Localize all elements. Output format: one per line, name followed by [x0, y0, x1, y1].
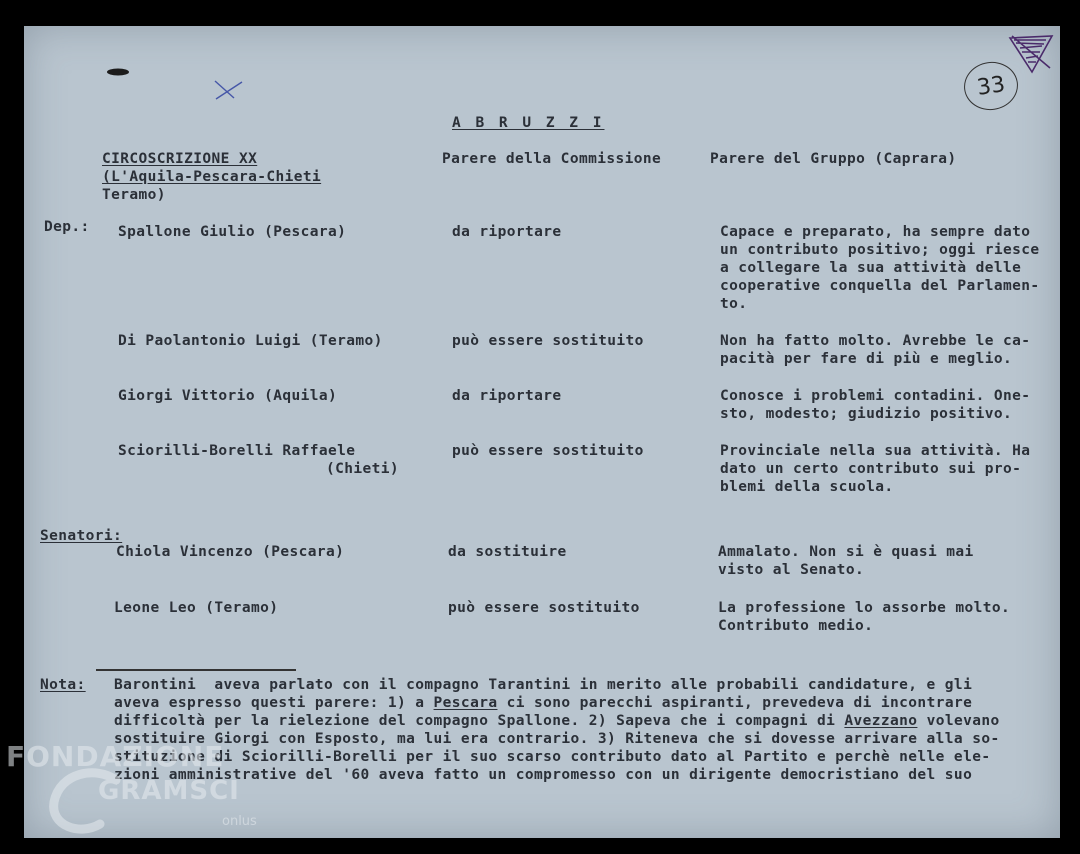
group-opinion-line: Contributo medio.	[718, 618, 874, 634]
deputies-label: Dep.:	[44, 219, 90, 235]
note-line: sostituire Giorgi con Esposto, ma lui era contrario. 3) Riteneva che si dovesse arrivare alla so-	[114, 731, 1000, 747]
candidate-name: Sciorilli-Borelli Raffaele	[118, 443, 356, 459]
group-opinion-line: Non ha fatto molto. Avrebbe le ca-	[720, 333, 1031, 349]
district-subheader: Teramo)	[102, 187, 166, 203]
note-divider	[96, 669, 296, 671]
commission-opinion: da riportare	[452, 224, 562, 240]
group-opinion-line: sto, modesto; giudizio positivo.	[720, 406, 1013, 422]
group-opinion-line: Capace e preparato, ha sempre dato	[720, 224, 1031, 240]
candidate-name: Spallone Giulio (Pescara)	[118, 224, 347, 240]
group-opinion-line: blemi della scuola.	[720, 479, 894, 495]
district-subheader: (L'Aquila-Pescara-Chieti	[102, 169, 322, 185]
commission-opinion: può essere sostituito	[448, 600, 640, 616]
fondazione-gramsci-watermark: FONDAZIONE GRAMSCI onlus	[6, 740, 276, 840]
note-line: difficoltà per la rielezione del compagno Spallone. 2) Sapeva che i compagni di Avezzano volevano	[114, 713, 1000, 729]
note-label: Nota:	[40, 677, 86, 693]
commission-opinion: può essere sostituito	[452, 443, 644, 459]
note-line: zioni amministrative del '60 aveva fatto un compromesso con un dirigente democristiano del suo	[114, 767, 973, 783]
candidate-name: Leone Leo (Teramo)	[114, 600, 279, 616]
ink-smudge-mark	[104, 66, 134, 80]
document-title: A B R U Z Z I	[452, 115, 605, 131]
document-page	[24, 26, 1060, 838]
group-opinion-line: cooperative conquella del Parlamen-	[720, 278, 1040, 294]
district-header: CIRCOSCRIZIONE XX	[102, 151, 258, 167]
candidate-name: Chiola Vincenzo (Pescara)	[116, 544, 345, 560]
commission-header: Parere della Commissione	[442, 151, 662, 167]
group-opinion-line: Ammalato. Non si è quasi mai	[718, 544, 974, 560]
note-line: stituzione di Sciorilli-Borelli per il suo scarso contributo dato al Partito e perchè nelle ele-	[114, 749, 991, 765]
group-opinion-line: La professione lo assorbe molto.	[718, 600, 1011, 616]
group-opinion-line: Provinciale nella sua attività. Ha	[720, 443, 1031, 459]
senators-label: Senatori:	[40, 528, 123, 544]
pencil-x-mark	[212, 78, 246, 102]
note-line: aveva espresso questi parere: 1) a Pescara ci sono parecchi aspiranti, prevedeva di incontrare	[114, 695, 973, 711]
page-number-stamp: 33	[961, 58, 1021, 113]
group-opinion-line: un contributo positivo; oggi riesce	[720, 242, 1040, 258]
commission-opinion: può essere sostituito	[452, 333, 644, 349]
candidate-name: Di Paolantonio Luigi (Teramo)	[118, 333, 383, 349]
group-opinion-line: to.	[720, 296, 748, 312]
group-opinion-line: a collegare la sua attività delle	[720, 260, 1022, 276]
group-header: Parere del Gruppo (Caprara)	[710, 151, 957, 167]
commission-opinion: da sostituire	[448, 544, 567, 560]
note-line: Barontini aveva parlato con il compagno Tarantini in merito alle probabili candidature, e gli	[114, 677, 973, 693]
group-opinion-line: Conosce i problemi contadini. One-	[720, 388, 1031, 404]
commission-opinion: da riportare	[452, 388, 562, 404]
group-opinion-line: visto al Senato.	[718, 562, 865, 578]
group-opinion-line: dato un certo contributo sui pro-	[720, 461, 1022, 477]
group-opinion-line: pacità per fare di più e meglio.	[720, 351, 1013, 367]
candidate-name-province: (Chieti)	[326, 461, 400, 477]
candidate-name: Giorgi Vittorio (Aquila)	[118, 388, 338, 404]
